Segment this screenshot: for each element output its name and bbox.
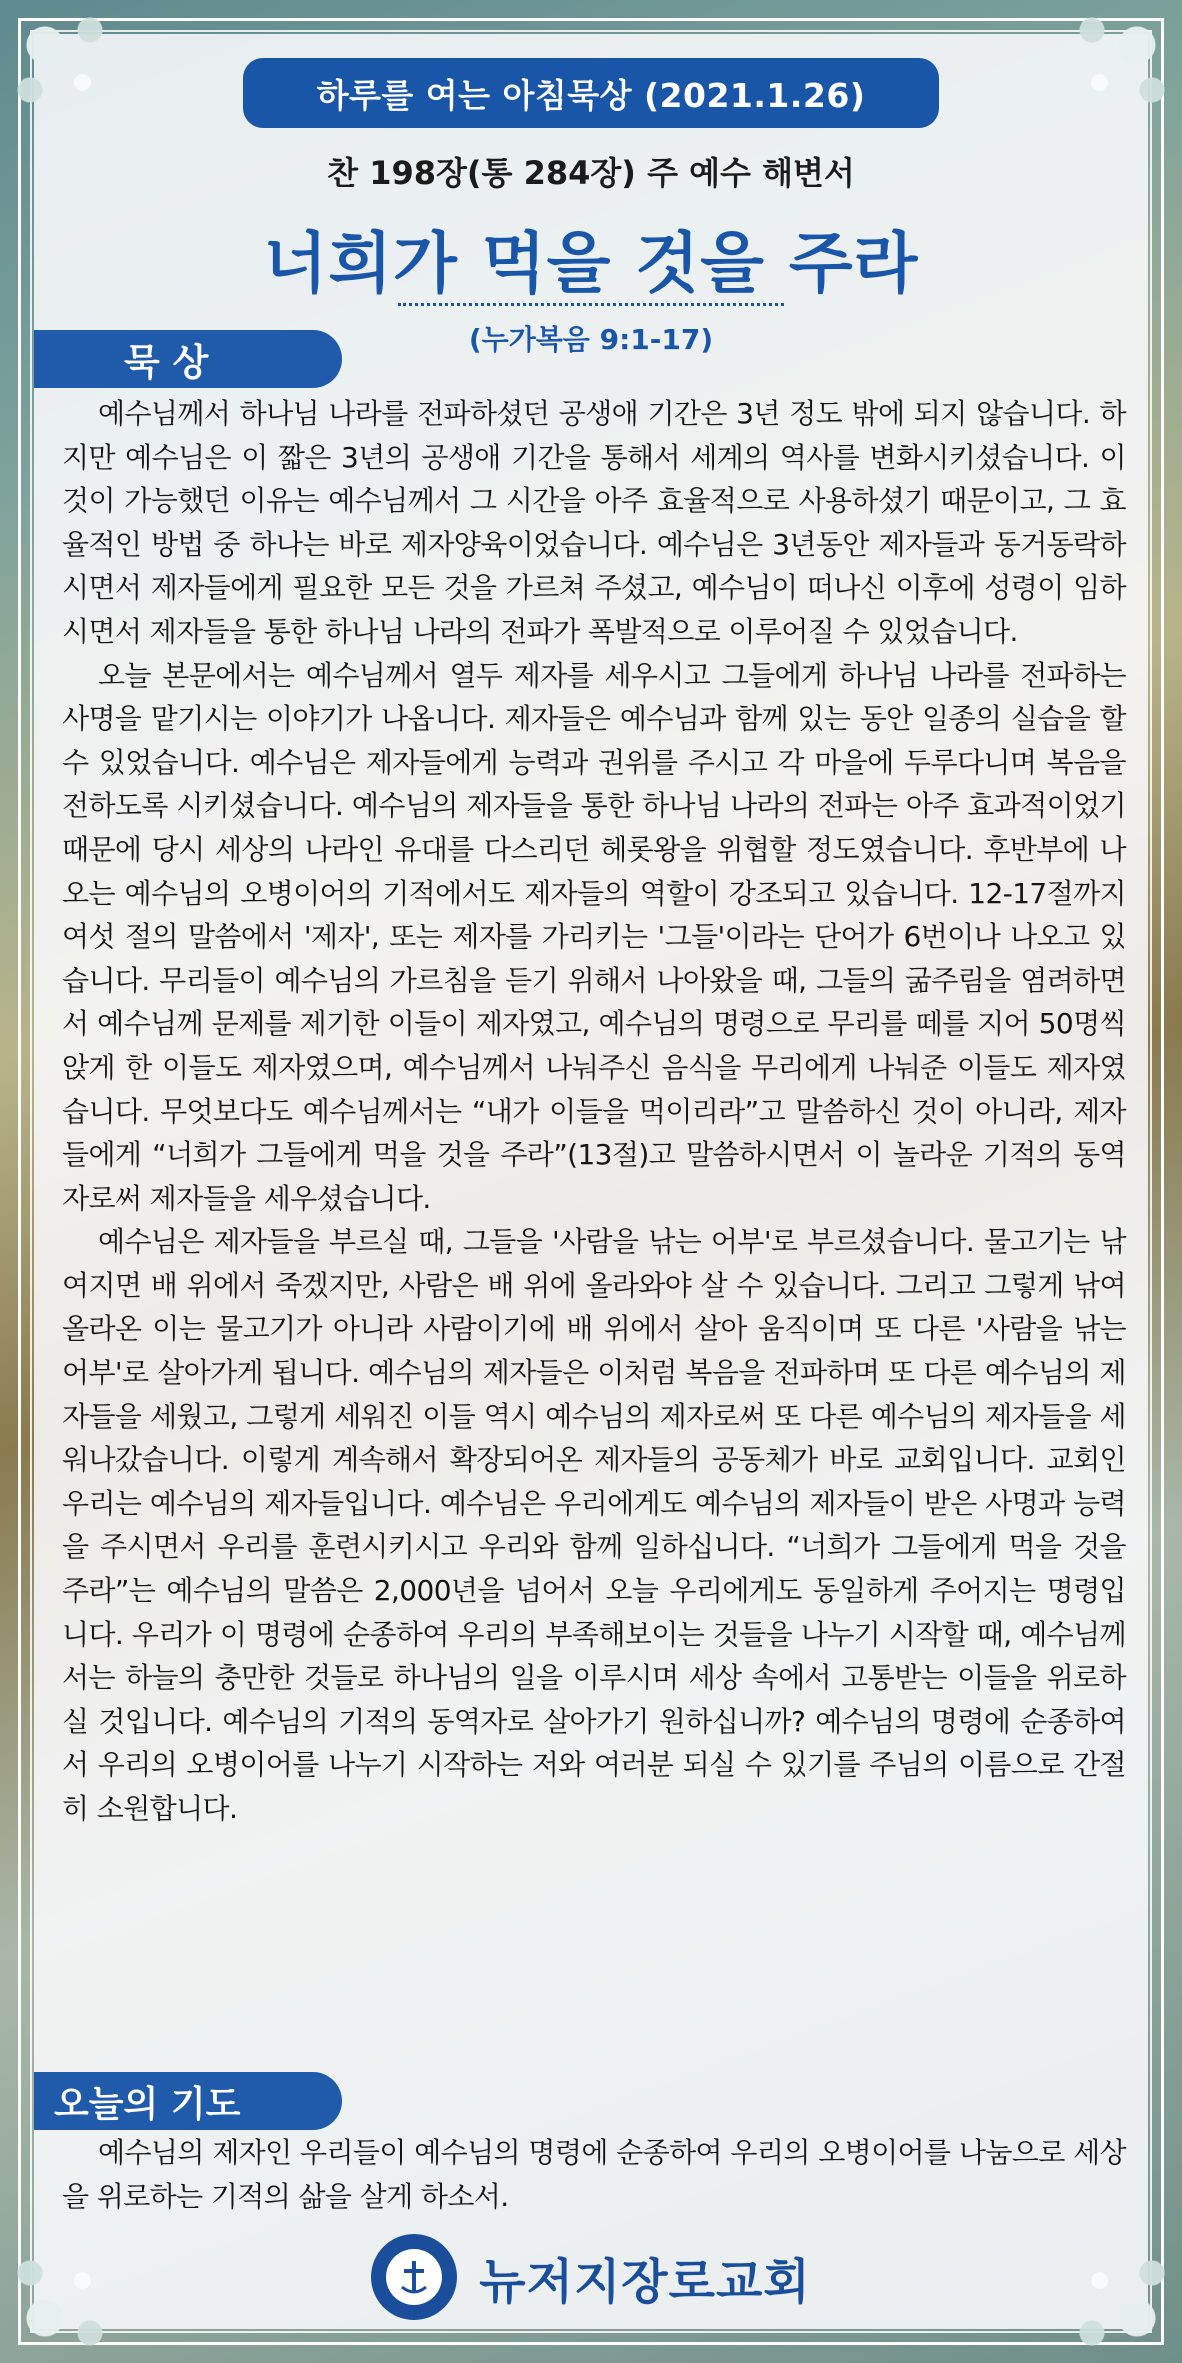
meditation-paragraph: 예수님께서 하나님 나라를 전파하셨던 공생애 기간은 3년 정도 밖에 되지 않습니다. 하지만 예수님은 이 짧은 3년의 공생애 기간을 통해서 세계의 역사를 변화시키셨습니다. 이것이 가능했던 이유는 예수님께서 그 시간을 아주 효율적으로 사용하셨기 때문이고, 그 효율적인 방법 중 하나는 바로 제자양육이었습니다. 예수님은 3년동안 제자들과 동거동락하시면서 제자들에게 필요한 모든 것을 가르쳐 주셨고, 예수님이 떠나신 이후에 성령이 임하시면서 제자들을 통한 하나님 나라의 전파가 폭발적으로 이루어질 수 있었습니다. [62, 397, 1126, 648]
prayer-heading: 오늘의 기도 [34, 2072, 342, 2130]
prayer-paragraph: 예수님의 제자인 우리들이 예수님의 명령에 순종하여 우리의 오병이어를 나눔으로 세상을 위로하는 기적의 삶을 살게 하소서. [62, 2136, 1126, 2213]
title-divider [398, 303, 784, 306]
prayer-body [62, 2131, 1126, 2218]
page-title: 너희가 먹을 것을 주라 [263, 225, 919, 302]
meditation-heading: 묵 상 [34, 330, 342, 388]
scripture-reference: (누가복음 9:1-17) [468, 323, 714, 356]
hymn-line: 찬 198장(통 284장) 주 예수 해변서 [327, 154, 855, 192]
ornament-corner-icon [1032, 0, 1182, 150]
ornament-corner-icon [0, 0, 150, 150]
devotion-date-badge: 하루를 여는 아침묵상 (2021.1.26) [243, 58, 939, 128]
meditation-paragraph: 오늘 본문에서는 예수님께서 열두 제자를 세우시고 그들에게 하나님 나라를 전파하는 사명을 맡기시는 이야기가 나옵니다. 제자들은 예수님과 함께 있는 동안 일종의 실습을 할 수 있었습니다. 예수님은 제자들에게 능력과 권위를 주시고 각 마을에 두루다니며 복음을 전하도록 시키셨습니다. 예수님의 제자들을 통한 하나님 나라의 전파는 아주 효과적이었기 때문에 당시 세상의 나라인 유대를 다스리던 헤롯왕을 위협할 정도였습니다. 후반부에 나오는 예수님의 오병이어의 기적에서도 제자들의 역할이 강조되고 있습니다. 12-17절까지 여섯 절의 말씀에서 '제자', 또는 제자를 가리키는 '그들'이라는 단어가 6번이나 나오고 있습니다. 무리들이 예수님의 가르침을 듣기 위해서 나아왔을 때, 그들의 굶주림을 염려하면서 예수님께 문제를 제기한 이들이 제자였고, 예수님의 명령으로 무리를 떼를 지어 50명씩 앉게 한 이들도 제자였으며, 예수님께서 나눠주신 음식을 무리에게 나눠준 이들도 제자였습니다. 무엇보다도 예수님께서는 “내가 이들을 먹이리라”고 말씀하신 것이 아니라, 제자들에게 “너희가 그들에게 먹을 것을 주라”(13절)고 말씀하시면서 이 놀라운 기적의 동역자로써 제자들을 세우셨습니다. [62, 658, 1126, 1215]
church-footer [0, 2232, 1182, 2322]
meditation-body [62, 392, 1126, 1831]
meditation-paragraph: 예수님은 제자들을 부르실 때, 그들을 '사람을 낚는 어부'로 부르셨습니다. 물고기는 낚여지면 배 위에서 죽겠지만, 사람은 배 위에 올라와야 살 수 있습니다. 그리고 그렇게 낚여 올라온 이는 물고기가 아니라 사람이기에 배 위에서 살아 움직이며 또 다른 '사람을 낚는 어부'로 살아가게 됩니다. 예수님의 제자들은 이처럼 복음을 전파하며 또 다른 예수님의 제자들을 세웠고, 그렇게 세워진 이들 역시 예수님의 제자로써 또 다른 예수님의 제자들을 세워나갔습니다. 이렇게 계속해서 확장되어온 제자들의 공동체가 바로 교회입니다. 교회인 우리는 예수님의 제자들입니다. 예수님은 우리에게도 예수님의 제자들이 받은 사명과 능력을 주시면서 우리를 훈련시키시고 우리와 함께 일하십니다. “너희가 그들에게 먹을 것을 주라”는 예수님의 말씀은 2,000년을 넘어서 오늘 우리에게도 동일하게 주어지는 명령입니다. 우리가 이 명령에 순종하여 우리의 부족해보이는 것들을 나누기 시작할 때, 예수님께서는 하늘의 충만한 것들로 하나님의 일을 이루시며 세상 속에서 고통받는 이들을 위로하실 것입니다. 예수님의 기적의 동역자로 살아가기 원하십니까? 예수님의 명령에 순종하여서 우리의 오병이어를 나누기 시작하는 저와 여러분 되실 수 있기를 주님의 이름으로 간절히 소원합니다. [62, 1225, 1126, 1825]
church-logo-icon [371, 2234, 457, 2320]
church-name: 뉴저지장로교회 [479, 2253, 811, 2310]
